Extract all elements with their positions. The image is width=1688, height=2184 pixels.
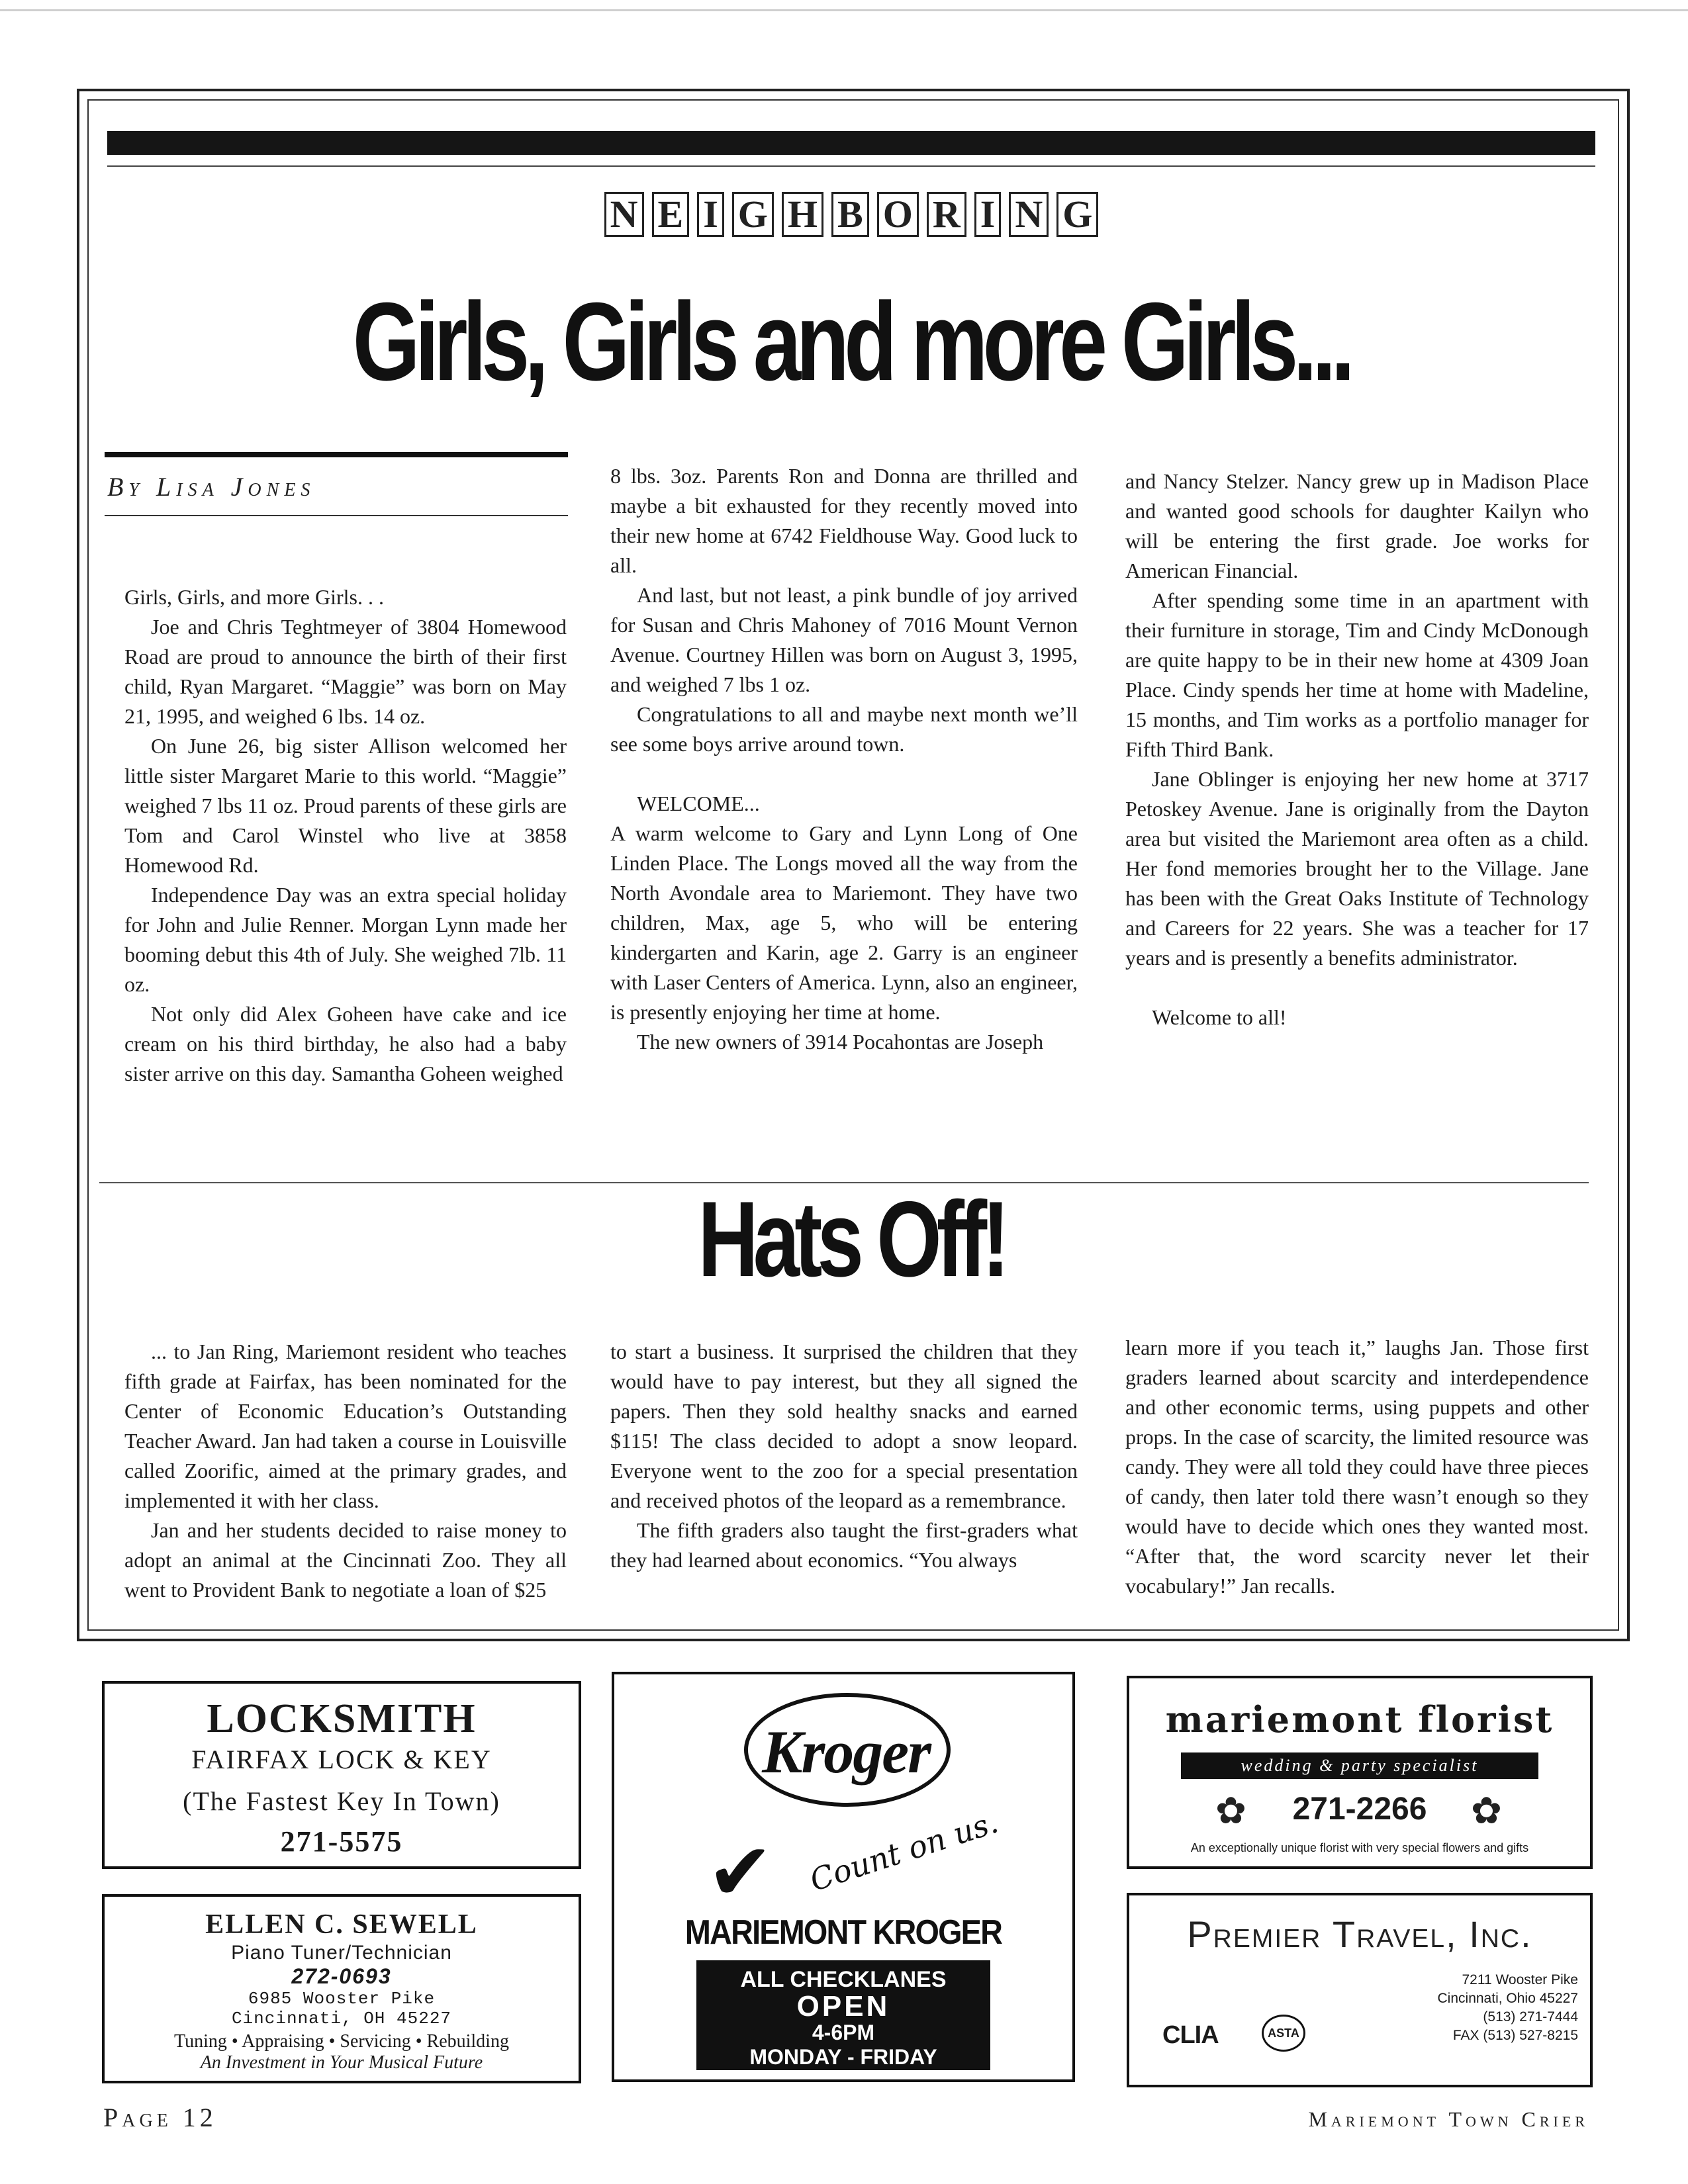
paragraph: After spending some time in an apartment with their furniture in storage, Tim and Cindy McDonough are quite happy to be in their new home at 4309 Joan Place. Cindy spends her time at home with Madeline, 15 months, and Tim works as a portfolio manager for Fifth Third Bank.: [1125, 588, 1589, 761]
clia-logo: CLIA: [1162, 2021, 1219, 2049]
article-headline: Girls, Girls and more Girls...: [352, 279, 1350, 404]
kroger-ad: [612, 1672, 1075, 2082]
ad-address-line: Cincinnati, OH 45227: [231, 2009, 452, 2028]
kicker-letter: O: [877, 192, 919, 237]
paragraph: Joe and Chris Teghtmeyer of 3804 Homewood Road are proud to announce the birth of their first child, Ryan Margaret. “Maggie” was born on May 21, 1995, and weighed 6 lbs. 14 oz.: [124, 615, 567, 728]
kicker-letter: H: [782, 192, 823, 237]
hats-column-2: [610, 1337, 1078, 1575]
travel-ad: [1127, 1893, 1593, 2087]
hats-column-3: [1125, 1333, 1589, 1601]
publication-name: Mariemont Town Crier: [1308, 2107, 1589, 2131]
page-top-edge: [0, 9, 1688, 11]
paragraph: to start a business. It surprised the children that they would have to pay interest, but they all signed the papers. Then they sold healthy snacks and earned $115! The class decided to adopt a snow leopard. Everyone went to the zoo for a special presentation and received photos of the leopard as a remembrance.: [610, 1340, 1078, 1512]
paragraph: Congratulations to all and maybe next month we’ll see some boys arrive around town.: [610, 702, 1078, 756]
header-thin-rule: [107, 165, 1595, 167]
paragraph: The fifth graders also taught the first-graders what they had learned about economics. “You always: [610, 1518, 1078, 1572]
closing-line: Welcome to all!: [1152, 1005, 1287, 1029]
ad-tagline: An exceptionally unique florist with very special flowers and gifts: [1190, 1841, 1529, 1854]
paragraph: ... to Jan Ring, Mariemont resident who teaches fifth grade at Fairfax, has been nominated for the Center of Economic Education’s Outstanding Teacher Award. Jan had taken a course in Louisville called Zoorific, aimed at the primary grades, and implemented it with her class.: [124, 1340, 567, 1512]
article-column-2: [610, 461, 1078, 1057]
locksmith-ad: [102, 1681, 581, 1869]
florist-ad: [1127, 1676, 1593, 1869]
kicker-letter: I: [974, 192, 1002, 237]
ad-address-line: Cincinnati, Ohio 45227: [1437, 1991, 1578, 2006]
paragraph: Jan and her students decided to raise money to adopt an animal at the Cincinnati Zoo. They all went to Provident Bank to negotiate a loan of $25: [124, 1518, 567, 1602]
page-number: Page 12: [103, 2103, 217, 2132]
hours-line: MONDAY - FRIDAY: [749, 2045, 937, 2069]
header-black-bar: [107, 131, 1595, 155]
kicker-letter: I: [697, 192, 724, 237]
kroger-tagline: Count on us.: [805, 1803, 1003, 1899]
paragraph: On June 26, big sister Allison welcomed her little sister Margaret Marie to this world. “Maggie” weighed 7 lbs 11 oz. Proud parents of these girls are Tom and Carol Winstel who live at 3858 Homewood Rd.: [124, 734, 567, 877]
kicker-letter: B: [831, 192, 869, 237]
hours-line: ALL CHECKLANES: [740, 1967, 947, 1992]
kicker-letter: E: [652, 192, 690, 237]
hats-off-headline: Hats Off!: [698, 1179, 1005, 1299]
paragraph: Not only did Alex Goheen have cake and ice cream on his third birthday, he also had a baby sister arrive on this day. Samantha Goheen weighed: [124, 1002, 567, 1085]
kicker-letter: N: [1009, 192, 1049, 237]
kicker-letter: G: [1056, 192, 1098, 237]
ad-contact-block: [1380, 1971, 1578, 2045]
ad-business-name: FAIRFAX LOCK & KEY: [191, 1745, 492, 1774]
ad-title: LOCKSMITH: [207, 1696, 477, 1741]
section-kicker: [107, 192, 1595, 237]
lily-icon: ✿: [1215, 1791, 1246, 1832]
byline-rule: [105, 452, 568, 457]
hats-column-1: [124, 1337, 567, 1605]
kroger-hours-box: [696, 1960, 990, 2070]
paragraph: Jane Oblinger is enjoying her new home at 3717 Petoskey Avenue. Jane is originally from the Dayton area but visited the Mariemont area often as a child. Her fond memories brought her to the Village. Jane has been with the Great Oaks Institute of Technology and Careers for 22 years. She was a teacher for 17 years and is presently a benefits administrator.: [1125, 767, 1589, 970]
ad-address-line: 6985 Wooster Pike: [248, 1989, 436, 2009]
ad-fax: FAX (513) 527-8215: [1452, 2028, 1578, 2043]
kicker-letter: R: [927, 192, 966, 237]
article-column-3: [1125, 467, 1589, 1032]
ad-phone: (513) 271-7444: [1483, 2009, 1578, 2025]
hours-line: 4-6PM: [812, 2021, 875, 2044]
checkmark-icon: ✔: [707, 1829, 774, 1917]
byline: By Lisa Jones: [107, 472, 316, 502]
subhead: WELCOME...: [637, 792, 760, 815]
ad-role: Piano Tuner/Technician: [231, 1942, 452, 1964]
ad-slogan: (The Fastest Key In Town): [183, 1786, 500, 1816]
asta-logo: ASTA: [1262, 2015, 1305, 2052]
paragraph: learn more if you teach it,” laughs Jan. Those first graders learned about scarcity and interdependence and other economic terms, using puppets and other props. In the case of scarcity, the limited resource was candy. They were all told they could have three pieces of candy, then later told there wasn’t enough so they would have to decide which ones they wanted most. “After that, the word scarcity never let their vocabulary!” Jan recalls.: [1125, 1336, 1589, 1598]
paragraph: A warm welcome to Gary and Lynn Long of One Linden Place. The Longs moved all the way from the North Avondale area to Mariemont. They have two children, Max, age 5, who will be entering kindergarten and Karin, age 2. Garry is an engineer with Laser Centers of America. Lynn, also an engineer, is presently enjoying her time at home.: [610, 821, 1078, 1024]
ad-services: Tuning • Appraising • Servicing • Rebuilding: [174, 2031, 509, 2052]
hours-line: OPEN: [796, 1990, 890, 2023]
ad-business-name: ELLEN C. SEWELL: [205, 1909, 478, 1940]
paragraph: Girls, Girls, and more Girls. . .: [124, 585, 384, 609]
paragraph: Independence Day was an extra special holiday for John and Julie Renner. Morgan Lynn made her booming debut this 4th of July. She weighed 7lb. 11 oz.: [124, 883, 567, 996]
ad-business-name: mariemont florist: [1165, 1698, 1554, 1741]
ad-address-line: 7211 Wooster Pike: [1462, 1972, 1578, 1987]
paragraph: And last, but not least, a pink bundle of joy arrived for Susan and Chris Mahoney of 7016 Mount Vernon Avenue. Courtney Hillen was born on August 3, 1995, and weighed 7 lbs 1 oz.: [610, 583, 1078, 696]
paragraph: 8 lbs. 3oz. Parents Ron and Donna are thrilled and maybe a bit exhausted for they recently moved into their new home at 6742 Fieldhouse Way. Good luck to all.: [610, 464, 1078, 577]
ad-banner: wedding & party specialist: [1181, 1752, 1538, 1779]
lily-icon: ✿: [1471, 1791, 1502, 1832]
kicker-letter: G: [732, 192, 774, 237]
ad-phone: 272-0693: [291, 1964, 392, 1988]
ad-business-name: Premier Travel, Inc.: [1187, 1913, 1532, 1955]
kroger-logo: Kroger: [762, 1718, 930, 1786]
byline-underline: [105, 515, 568, 516]
ad-tagline: An Investment in Your Musical Future: [200, 2052, 483, 2073]
kroger-store-name: MARIEMONT KROGER: [684, 1913, 1002, 1952]
ad-phone: 271-5575: [280, 1825, 403, 1858]
kicker-letter: N: [604, 192, 644, 237]
article-column-1: [124, 582, 567, 1089]
paragraph: and Nancy Stelzer. Nancy grew up in Madison Place and wanted good schools for daughter Kailyn who will be entering the first grade. Joe works for American Financial.: [1125, 469, 1589, 582]
paragraph: The new owners of 3914 Pocahontas are Joseph: [637, 1030, 1044, 1054]
ad-phone: 271-2266: [1292, 1792, 1427, 1827]
piano-tuner-ad: [102, 1894, 581, 2083]
